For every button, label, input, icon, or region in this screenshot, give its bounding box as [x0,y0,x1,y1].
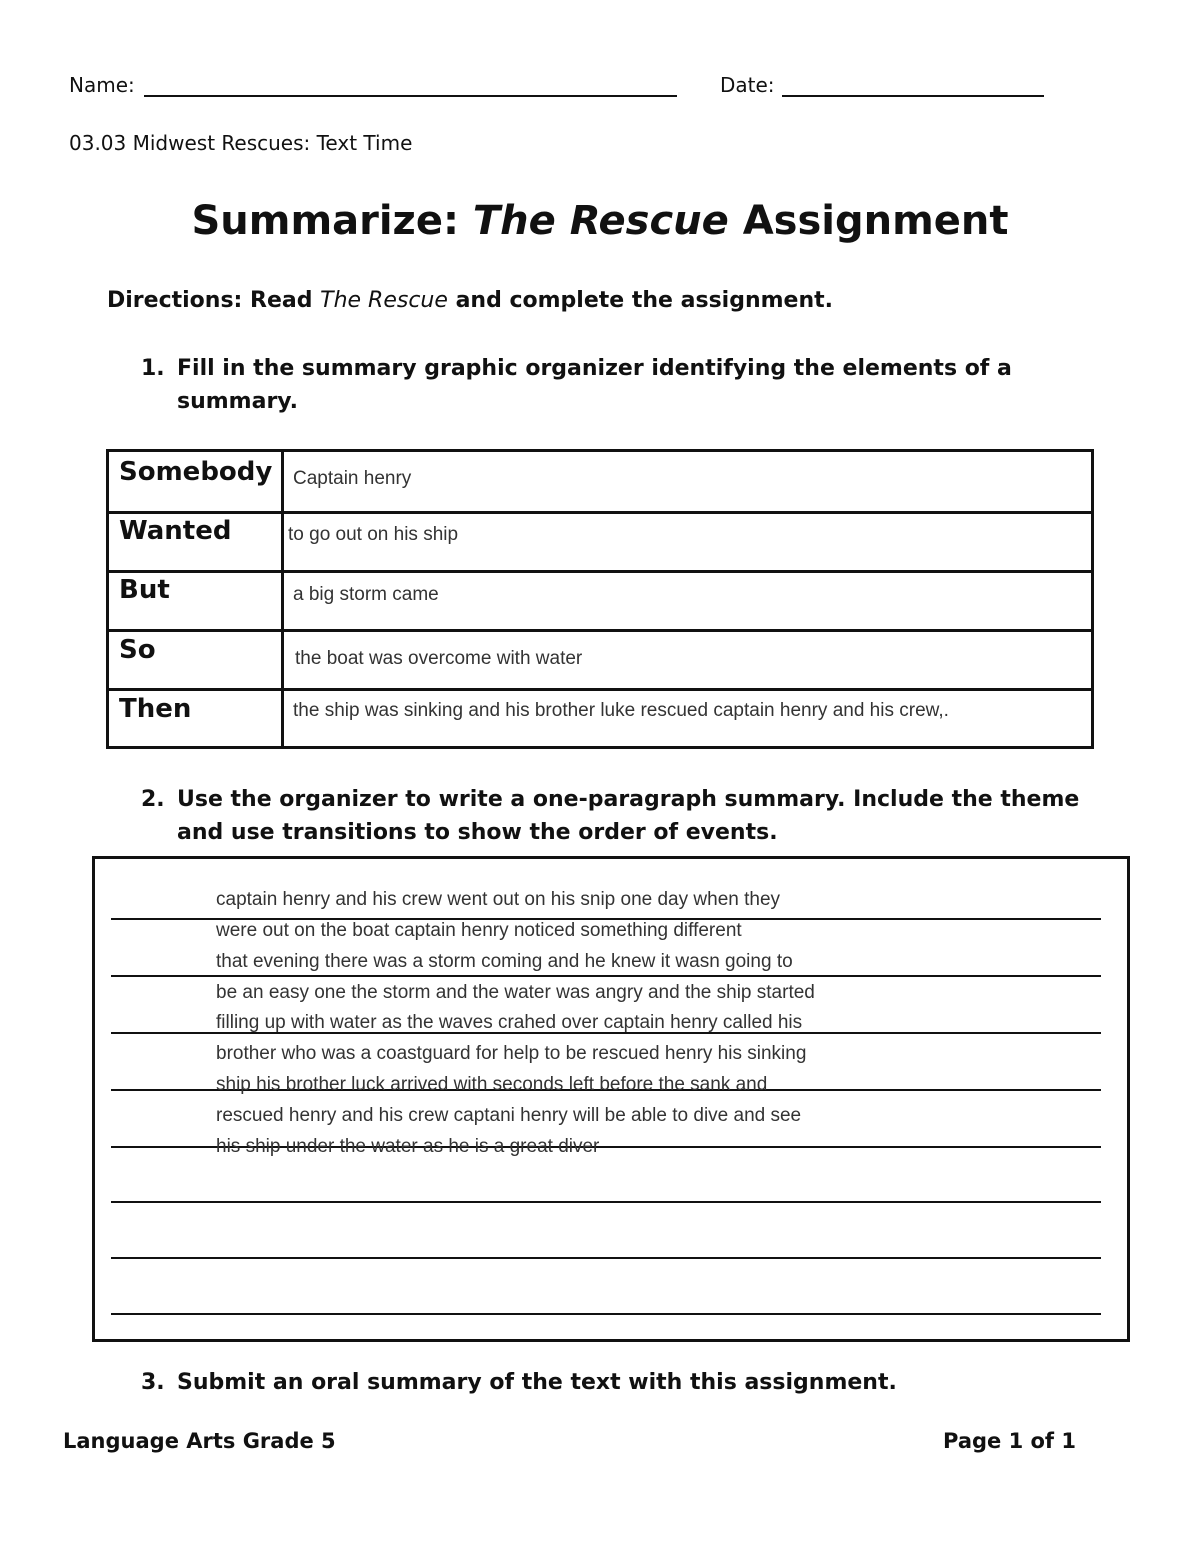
question-number: 3. [141,1370,165,1395]
summary-text-line: filling up with water as the waves crahed over captain henry called his [216,1012,803,1033]
question-text-line1: Submit an oral summary of the text with this assignment. [177,1370,897,1395]
summary-text-line: were out on the boat captain henry noticed something different [216,920,742,941]
title-italic: The Rescue [472,198,729,244]
question-text-line1: Fill in the summary graphic organizer identifying the elements of a [177,356,1012,381]
question-3 [141,1366,1041,1399]
writing-rule [111,1313,1101,1315]
organizer-label: Wanted [119,516,232,546]
directions-suffix: and complete the assignment. [447,288,833,313]
writing-rule [111,1257,1101,1259]
directions [107,288,833,313]
question-text-line2: summary. [177,389,298,414]
organizer-value[interactable]: the boat was overcome with water [295,648,583,669]
writing-rule [111,975,1101,977]
name-label: Name: [69,73,135,97]
writing-rule [111,1201,1101,1203]
footer-course: Language Arts Grade 5 [63,1429,336,1453]
directions-italic: The Rescue [320,288,448,313]
organizer-label: But [119,575,170,605]
question-text-line2: and use transitions to show the order of events. [177,820,778,845]
course-title: 03.03 Midwest Rescues: Text Time [69,131,413,155]
organizer-value[interactable]: the ship was sinking and his brother luke rescued captain henry and his crew,. [293,700,949,721]
organizer-row [109,629,1091,688]
organizer-row [109,452,1091,511]
organizer-label: Then [119,694,192,724]
summary-text-line: ship his brother luck arrived with seconds left before the sank and [216,1074,768,1095]
date-field[interactable] [782,95,1044,97]
organizer-value[interactable]: Captain henry [293,468,412,489]
page-title [0,198,1200,244]
question-2 [141,783,1101,849]
organizer-label: Somebody [119,457,273,487]
summary-writing-area[interactable] [92,856,1130,1342]
question-1 [141,352,1041,418]
question-number: 1. [141,356,165,381]
summary-organizer [106,449,1094,749]
footer-page-number: Page 1 of 1 [943,1429,1076,1453]
organizer-row [109,688,1091,746]
organizer-row [109,570,1091,629]
organizer-value[interactable]: a big storm came [293,584,439,605]
summary-text-line: captain henry and his crew went out on his snip one day when they [216,889,781,910]
organizer-row [109,511,1091,570]
question-number: 2. [141,787,165,812]
title-suffix: Assignment [728,198,1009,244]
name-field[interactable] [144,95,677,97]
summary-text-line: rescued henry and his crew captani henry will be able to dive and see [216,1105,802,1126]
date-label: Date: [720,73,775,97]
organizer-label: So [119,635,156,665]
title-prefix: Summarize: [191,198,473,244]
summary-text-line: that evening there was a storm coming and he knew it wasn going to [216,951,793,972]
summary-text-line: be an easy one the storm and the water was angry and the ship started [216,982,815,1003]
summary-text-line: brother who was a coastguard for help to be rescued henry his sinking [216,1043,807,1064]
summary-text-line: his ship under the water as he is a great diver [216,1136,600,1157]
directions-prefix: Directions: Read [107,288,321,313]
organizer-value[interactable]: to go out on his ship [288,524,459,545]
question-text-line1: Use the organizer to write a one-paragraph summary. Include the theme [177,787,1080,812]
